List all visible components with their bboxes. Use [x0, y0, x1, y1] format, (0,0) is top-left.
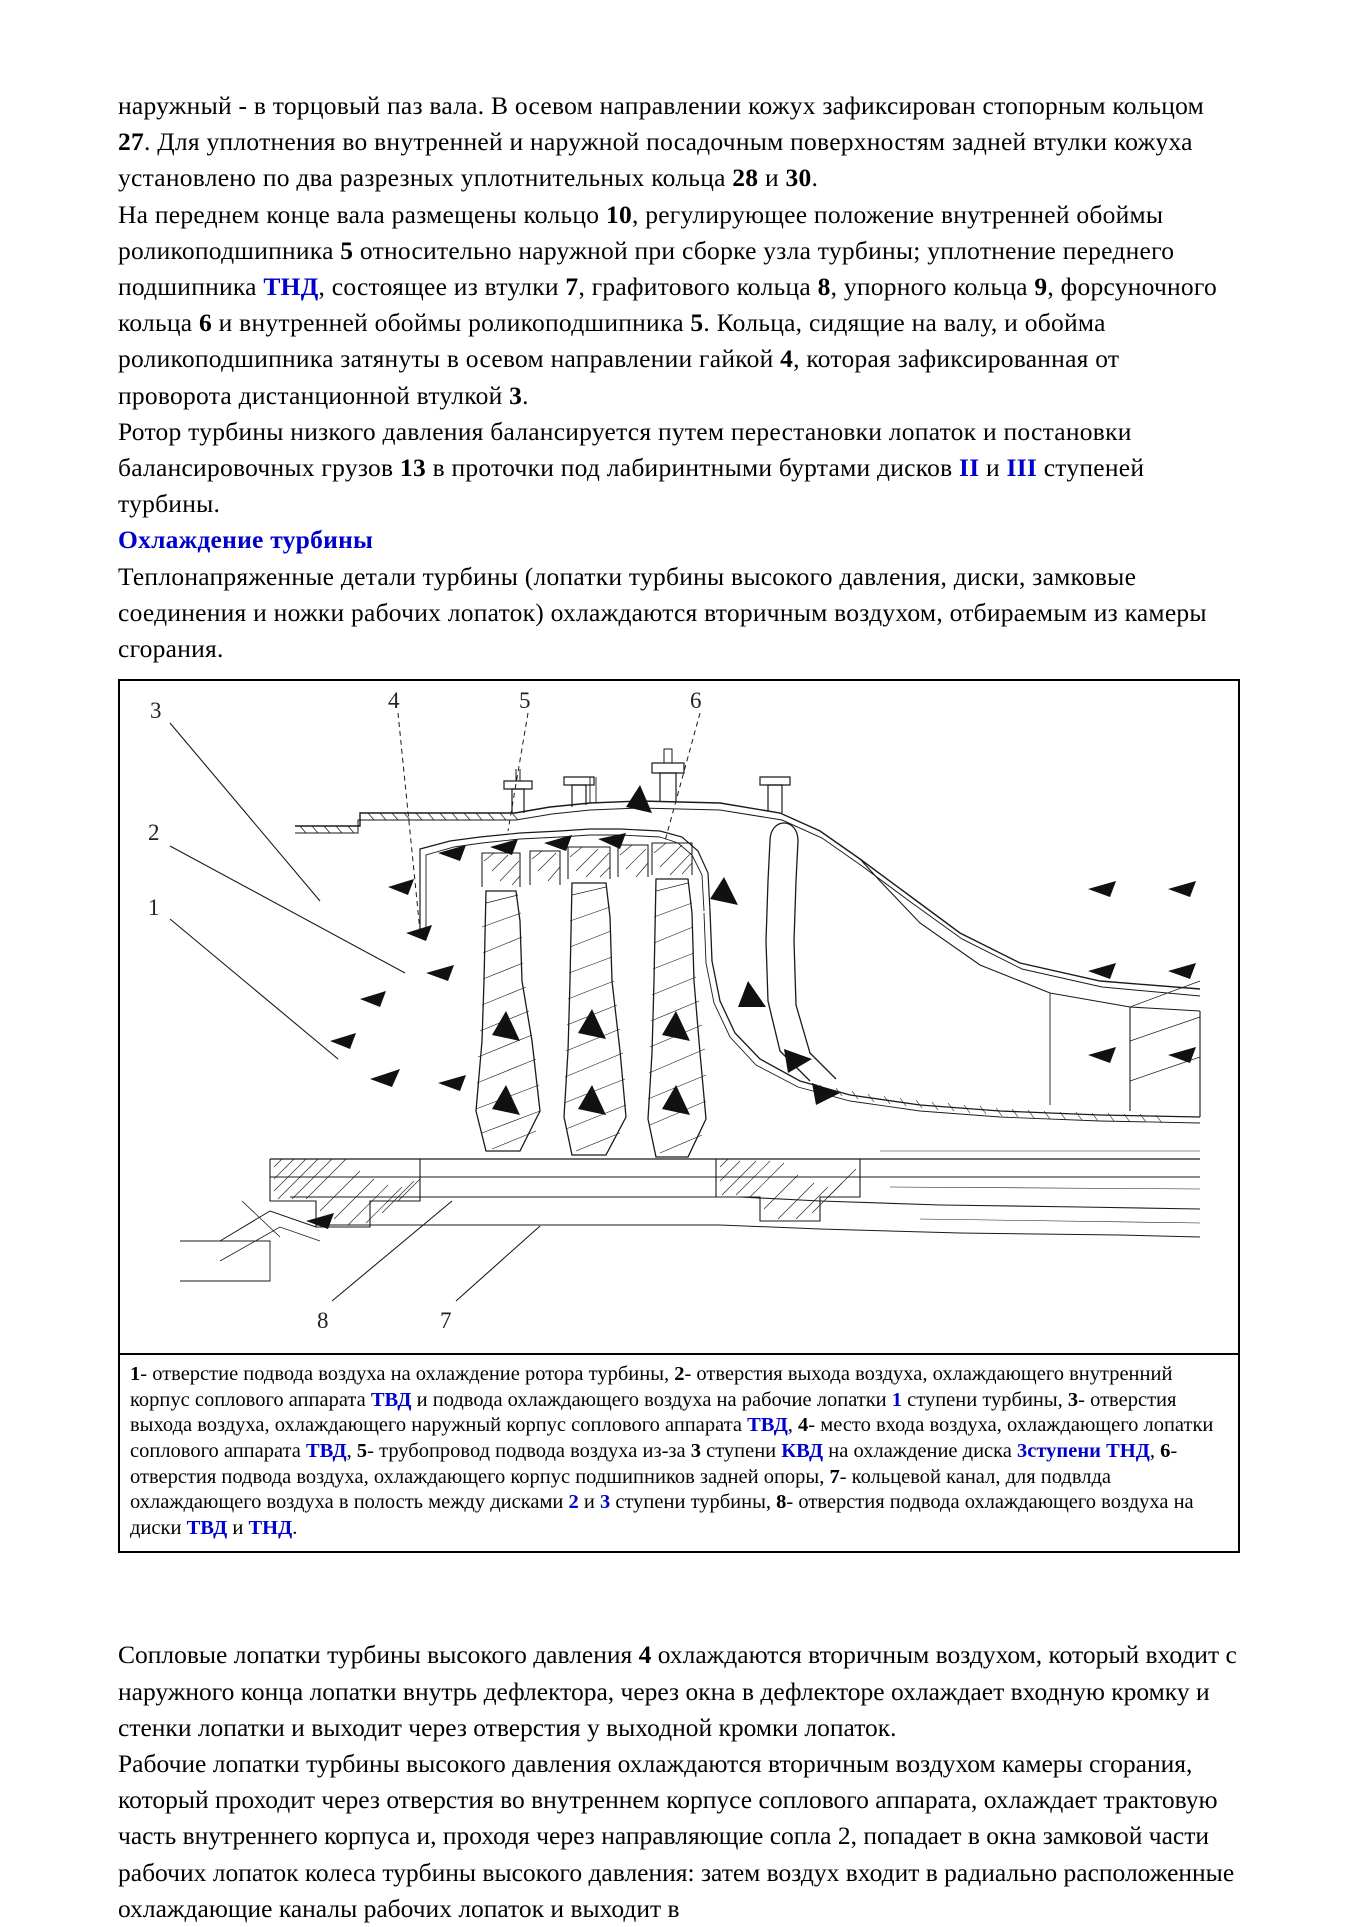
p2-ref-8: 8 — [817, 272, 831, 302]
abbr-tnd: ТНД — [263, 272, 319, 302]
figure-callout: 3 — [150, 698, 162, 724]
p2-segment-d: , состоящее из втулки — [318, 272, 566, 302]
paragraph-1 — [118, 88, 1239, 197]
cap-t8b: и — [227, 1516, 249, 1539]
p1-ref-30: 30 — [785, 163, 812, 193]
p1-ref-27: 27 — [118, 127, 145, 157]
p3-roman-ii: II — [959, 453, 980, 483]
cap-t7b: и — [578, 1491, 601, 1514]
cap-stage-1: 1 — [891, 1388, 903, 1411]
cap-t7: - кольцевой канал, для подвлда охлаждающего воздуха в полость между дисками — [130, 1465, 1112, 1514]
cap-n1: 1 — [130, 1363, 141, 1386]
p1-segment-a: наружный - в торцовый паз вала. В осевом направлении кожух зафиксирован стопорным кольцом — [118, 91, 1205, 120]
p3-roman-iii: III — [1006, 453, 1038, 483]
p2-ref-7: 7 — [565, 272, 579, 302]
cap-disc-3: 3 — [600, 1491, 611, 1514]
p3-segment-b: в проточки под лабиринтными буртами дисков — [425, 453, 960, 483]
turbine-cross-section-diagram — [120, 681, 1238, 1353]
p2-ref-3: 3 — [509, 380, 523, 410]
paragraph-2 — [118, 197, 1239, 414]
p2-ref-6: 6 — [199, 308, 213, 338]
cap-abbr-tvd-3: ТВД — [305, 1440, 347, 1463]
p1-segment-c: и — [758, 163, 786, 193]
cap-t3b: , — [787, 1414, 799, 1437]
body-text-top — [118, 88, 1239, 667]
p1-segment-b: . Для уплотнения во внутренней и наружной посадочным поверхностям задней втулки кожуха установлено по два разрезных уплотнительных кольца — [118, 127, 1193, 193]
turbine-diagram-svg — [120, 681, 1238, 1353]
cap-abbr-tvd-1: ТВД — [370, 1388, 412, 1411]
cap-t5: - трубопровод подвода воздуха из-за — [367, 1440, 691, 1463]
cap-t5c: на охлаждение диска — [823, 1440, 1018, 1463]
cap-t8c: . — [292, 1516, 298, 1539]
figure-callout: 1 — [148, 895, 160, 921]
p2-segment-a: На переднем конце вала размещены кольцо — [118, 199, 606, 229]
p2-ref-5: 5 — [340, 235, 354, 265]
p2-segment-j: , которая зафиксированная от проворота дистанционной втулкой — [118, 344, 1120, 410]
p5-segment-a: Сопловые лопатки турбины высокого давления — [118, 1640, 639, 1670]
cap-t8: - отверстия подвода охлаждающего воздуха на диски — [130, 1491, 1194, 1539]
cap-t2c: ступени турбины, — [902, 1388, 1068, 1411]
cap-abbr-3stage-tnd: 3ступени ТНД — [1017, 1440, 1150, 1463]
paragraph-4: Теплонапряженные детали турбины (лопатки турбины высокого давления, диски, замковые соединения и ножки рабочих лопаток) охлаждаются вторичным воздухом, отбираемым из камеры сгорания. — [118, 561, 1207, 664]
figure-callout: 7 — [440, 1308, 452, 1334]
cap-t3: - отверстия выхода воздуха, охлаждающего наружный корпус соплового аппарата — [130, 1388, 1177, 1437]
figure-callout: 5 — [519, 688, 531, 714]
p2-segment-g: , форсуночного кольца — [118, 272, 1218, 338]
figure-callout: 2 — [148, 820, 160, 846]
cap-n8: 8 — [776, 1491, 787, 1514]
cap-t1: - отверстие подвода воздуха на охлаждение ротора турбины, — [140, 1363, 675, 1386]
p2-ref-4: 4 — [780, 344, 794, 374]
cap-disc-2: 2 — [568, 1491, 579, 1514]
cap-n5: 5 — [356, 1440, 368, 1463]
body-text-bottom — [118, 1637, 1239, 1927]
p1-segment-d: . — [811, 163, 819, 193]
cap-t4b: , — [346, 1440, 357, 1463]
p2-segment-k: . — [522, 380, 529, 410]
p2-segment-e: , графитового кольца — [578, 272, 818, 302]
cap-n3: 3 — [1067, 1388, 1079, 1411]
cap-n6: 6 — [1160, 1440, 1171, 1463]
p3-segment-a: Ротор турбины низкого давления балансируется путем перестановки лопаток и постановки балансировочных грузов — [118, 416, 1132, 483]
cap-abbr-tvd-2: ТВД — [747, 1414, 788, 1437]
cap-t6: - отверстия подвода воздуха, охлаждающего корпус подшипников задней опоры, — [130, 1440, 1178, 1488]
p2-segment-h: и внутренней обоймы роликоподшипника — [212, 308, 691, 338]
paragraph-6: Рабочие лопатки турбины высокого давления охлаждаются вторичным воздухом камеры сгорания, который проходит через отверстия во внутреннем корпусе соплового аппарата, охлаждает трактовую часть внутреннего корпуса и, проходя через направляющие сопла 2, попадает в окна замковой части рабочих лопаток колеса турбины высокого давления: затем воздух входит в радиально расположенные охлаждающие каналы рабочих лопаток и выходит в — [118, 1749, 1235, 1923]
cap-n2: 2 — [674, 1363, 685, 1386]
p3-segment-c: и — [979, 453, 1007, 483]
p3-segment-d: ступеней турбины. — [118, 453, 1145, 519]
figure-callout: 4 — [388, 688, 400, 714]
p5-ref-4: 4 — [638, 1640, 652, 1670]
cap-abbr-tvd-4: ТВД — [186, 1516, 228, 1539]
section-heading-cooling: Охлаждение турбины — [118, 525, 374, 555]
p2-ref-5b: 5 — [690, 308, 704, 338]
p5-segment-b: охлаждаются вторичным воздухом, который входит с наружного конца лопатки внутрь дефлектора, через окна в дефлекторе охлаждает входную кромку и стенки лопатки и выходит через отверстия у выходной кромки лопаток. — [118, 1640, 1237, 1742]
p1-ref-28: 28 — [732, 163, 759, 193]
cap-n4: 4 — [798, 1414, 809, 1437]
figure-caption — [120, 1353, 1238, 1551]
figure-caption-text — [130, 1362, 1228, 1541]
cap-t4: - место входа воздуха, охлаждающего лопатки соплового аппарата — [130, 1414, 1214, 1463]
p3-ref-13: 13 — [399, 453, 426, 483]
figure-callout: 6 — [690, 688, 702, 714]
cap-n7: 7 — [829, 1465, 840, 1488]
cap-n5-stage: 3 — [690, 1440, 701, 1463]
p2-segment-b: , регулирующее положение внутренней обоймы роликоподшипника — [118, 199, 1164, 265]
cap-t2: - отверстия выхода воздуха, охлаждающего внутренний корпус соплового аппарата — [130, 1363, 1173, 1411]
p2-segment-c: относительно наружной при сборке узла турбины; уплотнение переднего подшипника — [118, 235, 1175, 302]
p2-segment-i: . Кольца, сидящие на валу, и обойма роликоподшипника затянуты в осевом направлении гайкой — [118, 308, 1106, 374]
figure-block — [118, 679, 1240, 1553]
cap-t2b: и подвода охлаждающего воздуха на рабочие лопатки — [411, 1388, 892, 1411]
cap-t5b: ступени — [700, 1440, 782, 1463]
p2-segment-f: , упорного кольца — [830, 272, 1035, 302]
paragraph-3 — [118, 414, 1239, 523]
cap-abbr-tnd-2: ТНД — [248, 1516, 293, 1539]
cap-t5d: , — [1149, 1440, 1161, 1463]
figure-callout: 8 — [317, 1308, 329, 1334]
paragraph-5 — [118, 1637, 1239, 1746]
p2-ref-10: 10 — [605, 199, 632, 229]
cap-t7c: ступени турбины, — [610, 1491, 777, 1514]
p2-ref-9: 9 — [1034, 272, 1048, 302]
cap-abbr-kvd: КВД — [781, 1440, 824, 1463]
